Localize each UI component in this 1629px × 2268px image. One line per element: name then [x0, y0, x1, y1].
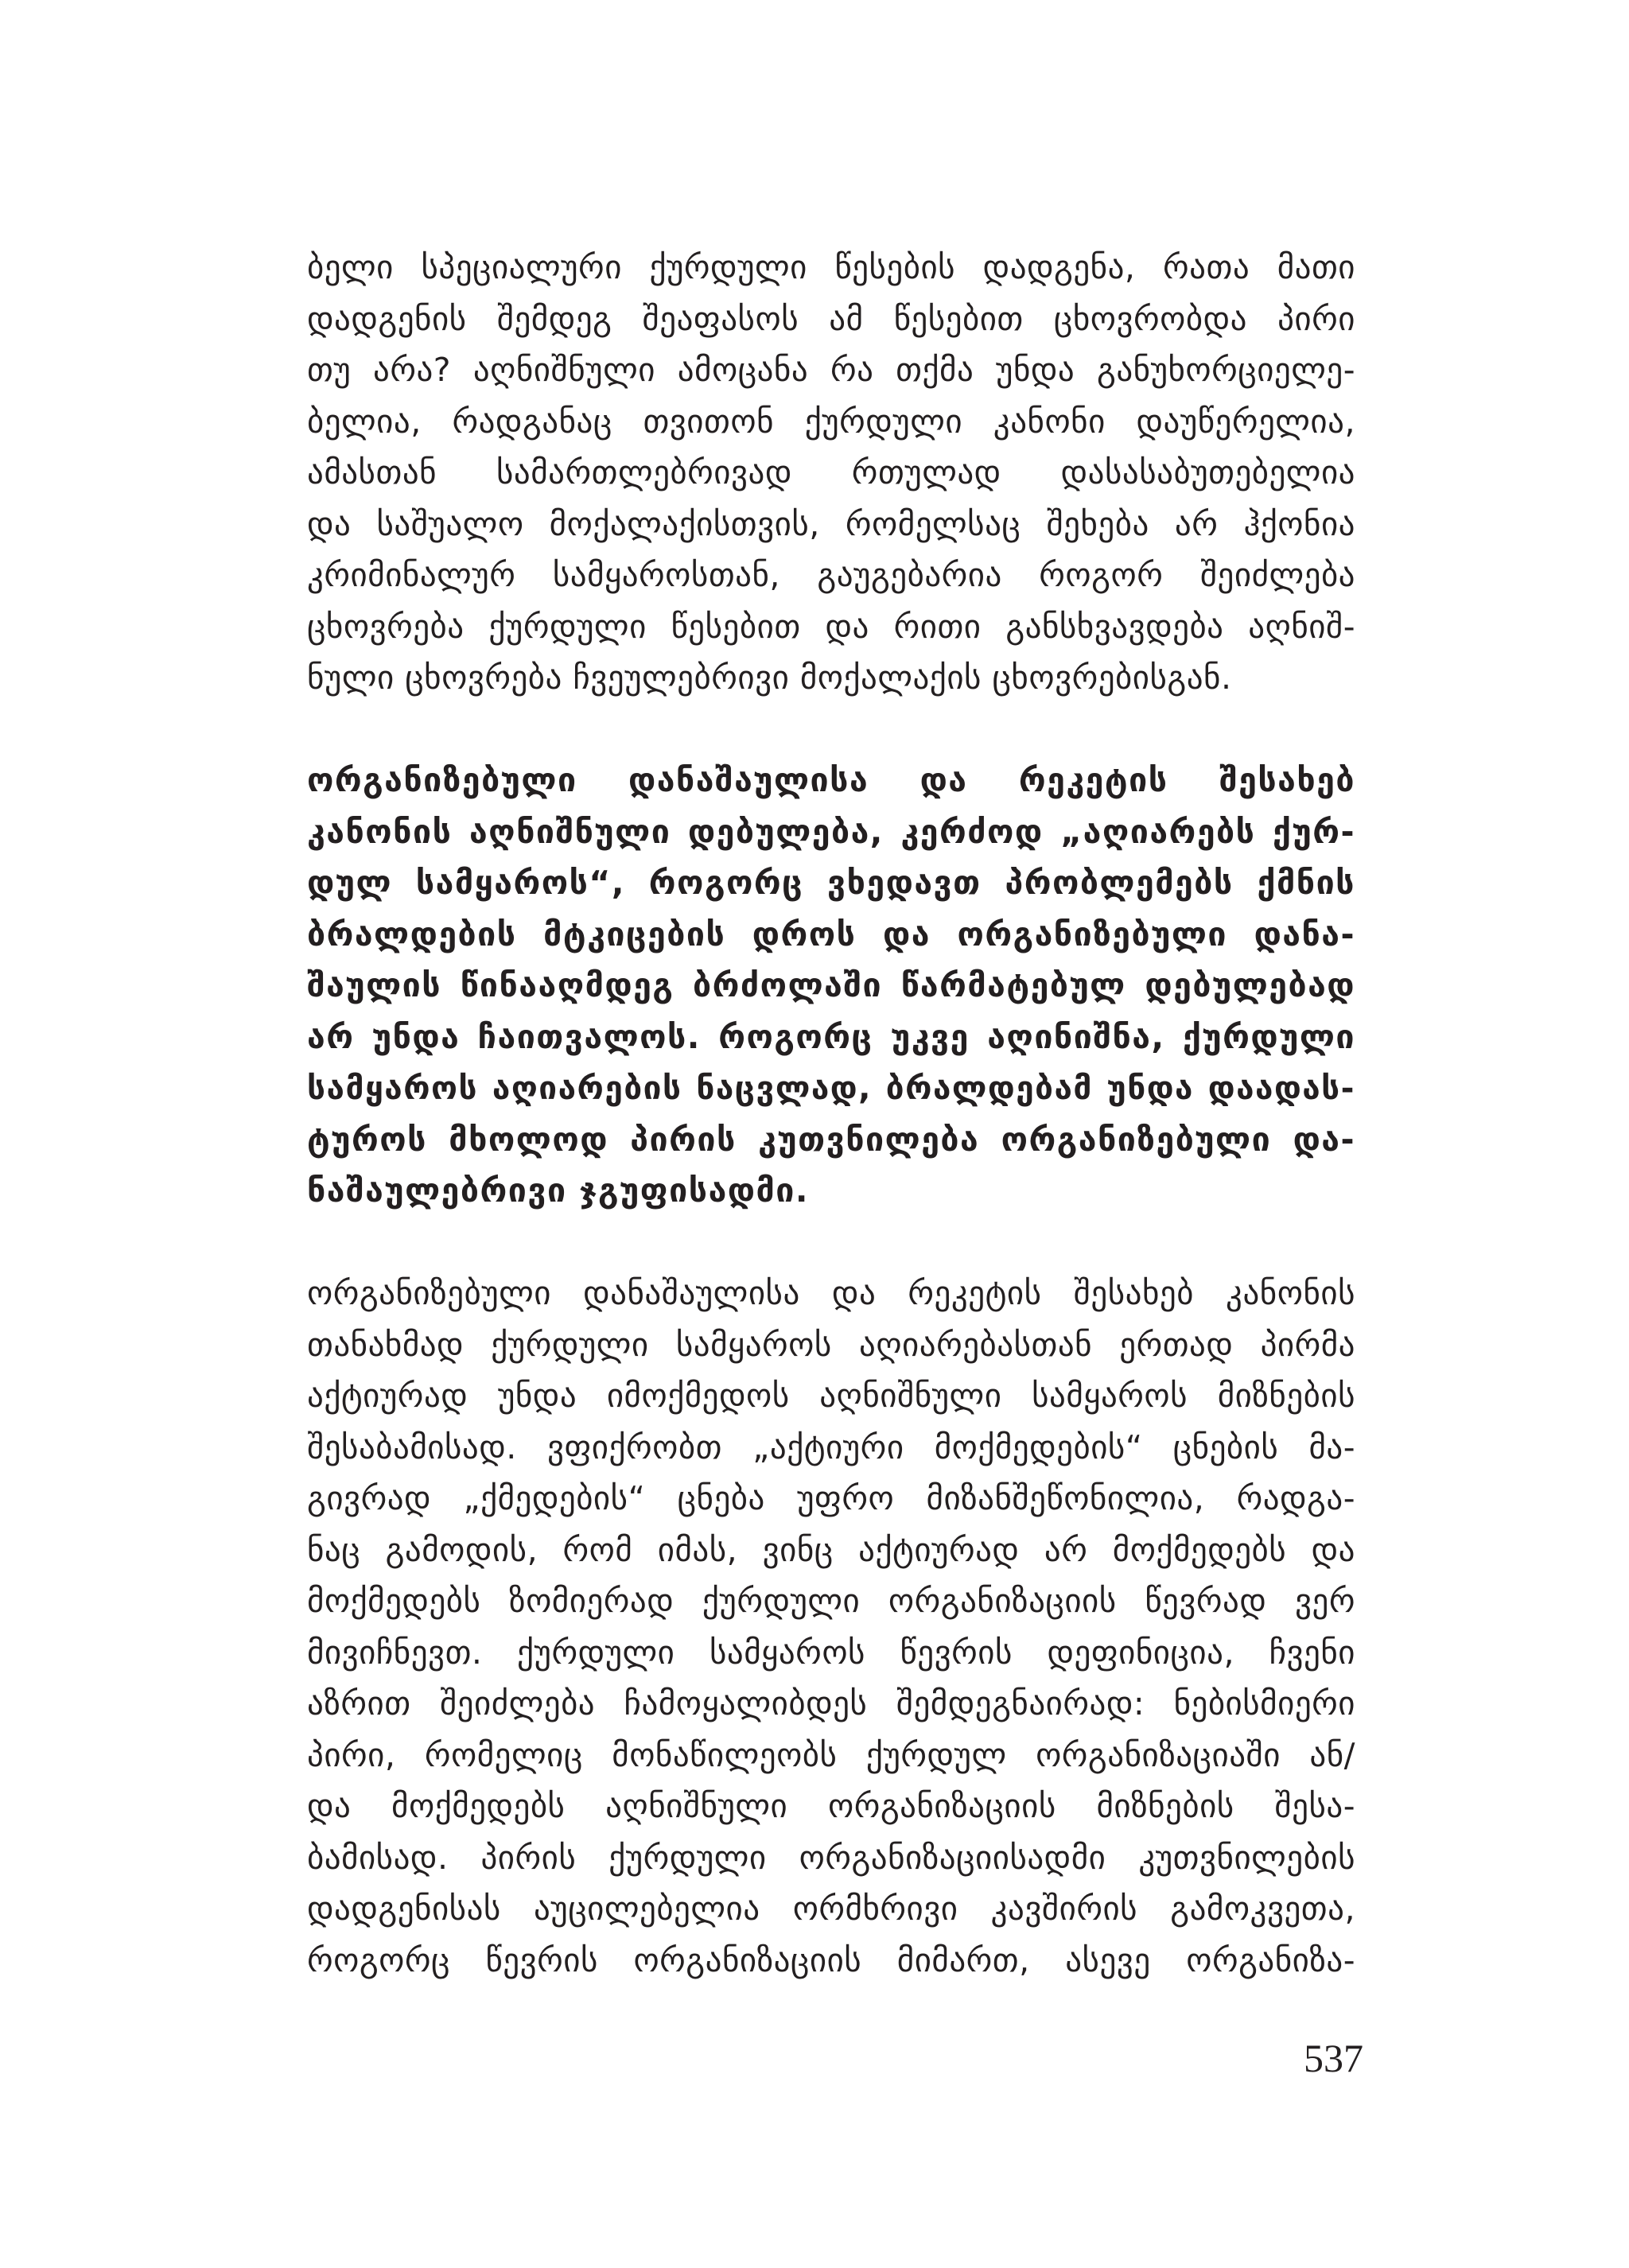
text-line: მოქმედებს ზომიერად ქურდული ორგანიზაციის წევრად ვერ — [307, 1582, 1355, 1620]
text-line: ტუროს მხოლოდ პირის კუთვნილება ორგანიზებული და- — [307, 1120, 1355, 1159]
text-line: თანახმად ქურდული სამყაროს აღიარებასთან ერთად პირმა — [307, 1325, 1355, 1364]
text-line: თუ არა? აღნიშნული ამოცანა რა თქმა უნდა განუხორციელე- — [307, 351, 1355, 389]
text-line: ამასთან სამართლებრივად რთულად დასასაბუთებელია — [307, 453, 1355, 491]
text-line: ცხოვრება ქურდული წესებით და რითი განსხვავდება აღნიშ- — [307, 607, 1355, 646]
text-line: პირი, რომელიც მონაწილეობს ქურდულ ორგანიზაციაში ან/ — [307, 1735, 1355, 1774]
text-line: არ უნდა ჩაითვალოს. როგორც უკვე აღინიშნა, ქურდული — [307, 1017, 1355, 1056]
paragraph-2-bold — [307, 755, 1355, 1217]
paragraph-1 — [307, 242, 1355, 704]
paragraph-spacer — [307, 704, 1355, 755]
text-line: ბელი სპეციალური ქურდული წესების დადგენა, რათა მათი — [307, 248, 1355, 286]
text-line: აქტიურად უნდა იმოქმედოს აღნიშნული სამყაროს მიზნების — [307, 1377, 1355, 1415]
text-line: ნაც გამოდის, რომ იმას, ვინც აქტიურად არ მოქმედებს და — [307, 1530, 1355, 1569]
text-line: ნაშაულებრივი ჯგუფისადმი. — [307, 1171, 809, 1210]
text-column — [307, 242, 1355, 1986]
text-line: ორგანიზებული დანაშაულისა და რეკეტის შესახებ — [307, 761, 1355, 799]
text-line: როგორც წევრის ორგანიზაციის მიმართ, ასევე ორგანიზა- — [307, 1940, 1355, 1979]
text-line: აზრით შეიძლება ჩამოყალიბდეს შემდეგნაირად: ნებისმიერი — [307, 1684, 1355, 1722]
paragraph-spacer — [307, 1217, 1355, 1268]
text-line: და მოქმედებს აღნიშნული ორგანიზაციის მიზნების შესა- — [307, 1787, 1355, 1825]
paragraph-3 — [307, 1268, 1355, 1986]
text-line: ბრალდების მტკიცების დროს და ორგანიზებული დანა- — [307, 915, 1355, 953]
text-line: დულ სამყაროს“, როგორც ვხედავთ პრობლემებს ქმნის — [307, 864, 1355, 902]
text-line: და საშუალო მოქალაქისთვის, რომელსაც შეხება არ ჰქონია — [307, 504, 1355, 543]
text-line: კანონის აღნიშნული დებულება, კერძოდ „აღიარებს ქურ- — [307, 812, 1355, 851]
text-line: დადგენისას აუცილებელია ორმხრივი კავშირის გამოკვეთა, — [307, 1889, 1355, 1928]
text-line: შესაბამისად. ვფიქრობთ „აქტიური მოქმედების“ ცნების მა- — [307, 1427, 1355, 1466]
text-line: ბამისად. პირის ქურდული ორგანიზაციისადმი კუთვნილების — [307, 1838, 1355, 1877]
text-line: ბელია, რადგანაც თვითონ ქურდული კანონი დაუწერელია, — [307, 402, 1355, 441]
text-line: დადგენის შემდეგ შეაფასოს ამ წესებით ცხოვრობდა პირი — [307, 299, 1355, 338]
text-line: შაულის წინააღმდეგ ბრძოლაში წარმატებულ დებულებად — [307, 966, 1355, 1004]
text-line: ნული ცხოვრება ჩვეულებრივი მოქალაქის ცხოვრებისგან. — [307, 658, 1232, 697]
text-line: ორგანიზებული დანაშაულისა და რეკეტის შესახებ კანონის — [307, 1274, 1355, 1312]
text-line: სამყაროს აღიარების ნაცვლად, ბრალდებამ უნდა დაადას- — [307, 1069, 1355, 1107]
page-number: 537 — [1304, 2036, 1363, 2080]
text-line: გივრად „ქმედების“ ცნება უფრო მიზანშეწონილია, რადგა- — [307, 1479, 1355, 1517]
text-line: კრიმინალურ სამყაროსთან, გაუგებარია როგორ შეიძლება — [307, 556, 1355, 594]
text-line: მივიჩნევთ. ქურდული სამყაროს წევრის დეფინიცია, ჩვენი — [307, 1633, 1355, 1672]
